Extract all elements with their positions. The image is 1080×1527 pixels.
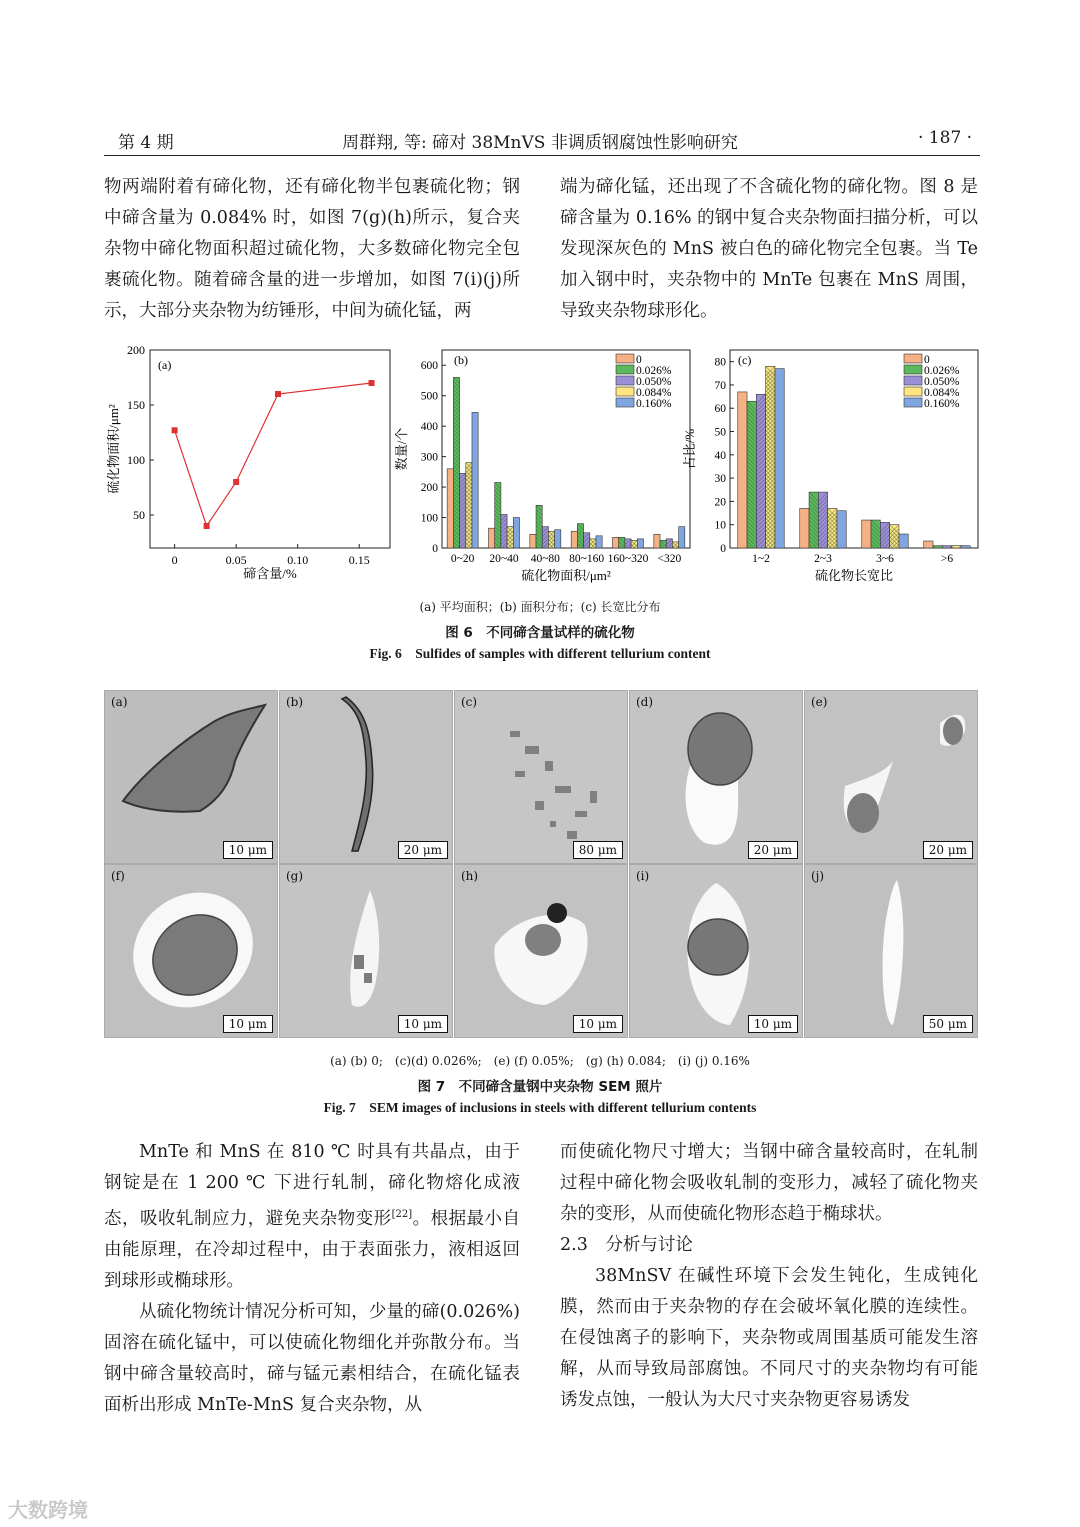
legend-label: 0.084% xyxy=(636,387,672,399)
page-number: · 187 · xyxy=(918,128,973,148)
x-tick-label: 0.05 xyxy=(225,553,247,567)
bar xyxy=(447,469,453,548)
sem-label-a: (a) xyxy=(111,695,128,709)
scale-bar-e: 20 μm xyxy=(923,841,973,859)
sem-panel-f xyxy=(104,864,278,1038)
y-tick-label: 200 xyxy=(127,343,145,357)
chart-c-ylabel: 占比/% xyxy=(682,428,697,470)
y-tick-label: 30 xyxy=(714,473,726,486)
y-tick-label: 0 xyxy=(720,543,726,555)
paragraph-text: 。根据最小自由能原理，在冷却过程中，由于表面张力，液相返回到球形或椭球形。 xyxy=(104,1208,521,1291)
bar xyxy=(530,534,536,548)
y-tick-label: 100 xyxy=(420,512,438,525)
sem-label-e: (e) xyxy=(811,695,828,709)
legend-label: 0 xyxy=(636,354,642,366)
fig6-subcaption: (a) 平均面积；(b) 面积分布；(c) 长宽比分布 xyxy=(419,600,661,614)
paragraph-text: MnTe 和 MnS 在 810 ℃ 时具有共晶点，由于钢锭是在 1 200 ℃ 下进行轧制，碲化物熔化成液态，吸收轧制应力，避免夹杂物变形 xyxy=(104,1142,520,1229)
chart-b-xlabel: 硫化物面积/μm² xyxy=(521,568,611,583)
bar xyxy=(961,546,970,548)
sem-panel-j xyxy=(804,864,978,1038)
bar xyxy=(596,536,602,548)
x-tick-label: <320 xyxy=(657,553,682,565)
legend-label: 0.026% xyxy=(924,365,960,377)
paragraph: 38MnSV 在碱性环境下会发生钝化，生成钝化膜，然而由于夹杂物的存在会破坏氧化膜的连续性。在侵蚀离子的影响下，夹杂物或周围基质可能发生溶解，从而导致局部腐蚀。不同尺寸的夹杂物均有可能诱发点蚀，一般认为大尺寸夹杂物更容易诱发 xyxy=(560,1266,978,1410)
paragraph xyxy=(104,1137,520,1297)
sem-image-f xyxy=(105,865,277,1037)
bar xyxy=(766,366,775,548)
x-tick-label: 1~2 xyxy=(752,553,770,565)
legend-swatch xyxy=(904,398,922,407)
fig6-caption-cn: 图 6 不同碲含量试样的硫化物 xyxy=(445,625,635,641)
paragraph: 从硫化物统计情况分析可知，少量的碲(0.026%)固溶在硫化锰中，可以使硫化物细化并弥散分布。当钢中碲含量较高时，碲与锰元素相结合，在硫化锰表面析出形成 MnTe-MnS 复合夹杂物，从 xyxy=(104,1301,520,1415)
top-right-column xyxy=(560,172,978,327)
y-tick-label: 200 xyxy=(420,482,438,495)
scale-bar-a: 10 μm xyxy=(223,841,273,859)
x-tick-label: 80~160 xyxy=(569,553,605,565)
fig7-caption-cn: 图 7 不同碲含量钢中夹杂物 SEM 照片 xyxy=(417,1079,663,1095)
chart-a-average-area xyxy=(90,340,410,590)
bar xyxy=(738,392,747,548)
legend-swatch xyxy=(904,376,922,385)
bottom-right-column xyxy=(560,1137,978,1416)
chart-a-ylabel: 硫化物面积/μm² xyxy=(106,404,121,494)
citation: [22] xyxy=(391,1209,413,1220)
data-point xyxy=(233,479,239,485)
issue-number: 第 4 期 xyxy=(118,133,174,153)
sem-image-a xyxy=(105,691,277,863)
sem-label-h: (h) xyxy=(461,869,479,883)
legend-swatch xyxy=(904,365,922,374)
watermark: 大数跨境 xyxy=(8,1498,88,1522)
fig7-subcaption: (a) (b) 0; (c)(d) 0.026%; (e) (f) 0.05%; (g) (h) 0.084; (i) (j) 0.16% xyxy=(330,1054,750,1068)
chart-a-xlabel: 碲含量/% xyxy=(243,566,297,581)
chart-c-aspect-ratio xyxy=(682,340,986,590)
x-tick-label: 20~40 xyxy=(489,553,519,565)
legend-label: 0.050% xyxy=(924,376,960,388)
scale-bar-d: 20 μm xyxy=(748,841,798,859)
sem-panel-d xyxy=(629,690,803,864)
sem-image-h xyxy=(455,865,627,1037)
chart-c-xlabel: 硫化物长宽比 xyxy=(814,568,894,583)
legend-swatch xyxy=(904,387,922,396)
scale-bar-j: 50 μm xyxy=(923,1015,973,1033)
x-tick-label: 160~320 xyxy=(607,553,649,565)
sem-panel-b xyxy=(279,690,453,864)
bar xyxy=(654,534,660,548)
y-tick-label: 300 xyxy=(420,451,438,464)
legend-swatch xyxy=(616,354,634,363)
bar xyxy=(862,520,871,548)
sem-image-d xyxy=(630,691,802,863)
sem-image-b xyxy=(280,691,452,863)
sem-label-d: (d) xyxy=(636,695,654,709)
bar xyxy=(489,528,495,548)
sem-image-j xyxy=(805,865,977,1037)
bar xyxy=(548,531,554,548)
bar xyxy=(775,369,784,548)
y-tick-label: 150 xyxy=(127,398,145,412)
top-left-column xyxy=(104,172,520,327)
x-tick-label: 40~80 xyxy=(530,553,560,565)
legend-swatch xyxy=(616,387,634,396)
x-tick-label: 0~20 xyxy=(450,553,475,565)
legend-swatch xyxy=(616,398,634,407)
y-tick-label: 20 xyxy=(714,496,726,509)
x-tick-label: 0.10 xyxy=(287,553,309,567)
fig6-caption-en: Fig. 6 Sulfides of samples with different tellurium content xyxy=(369,646,711,661)
sem-image-c xyxy=(455,691,627,863)
y-tick-label: 600 xyxy=(420,360,438,373)
x-tick-label: 2~3 xyxy=(814,553,832,565)
data-point xyxy=(275,391,281,397)
bar xyxy=(613,537,619,548)
sem-label-c: (c) xyxy=(461,695,478,709)
chart-c-panel-label: (c) xyxy=(738,353,752,367)
legend-label: 0.050% xyxy=(636,376,672,388)
sem-image-i xyxy=(630,865,802,1037)
scale-bar-f: 10 μm xyxy=(223,1015,273,1033)
legend-label: 0.026% xyxy=(636,365,672,377)
x-tick-label: 0 xyxy=(171,553,178,567)
sem-label-g: (g) xyxy=(286,869,304,883)
sem-panel-e xyxy=(804,690,978,864)
sem-image-e xyxy=(805,691,977,863)
chart-b-panel-label: (b) xyxy=(454,353,468,367)
fig7-caption-en: Fig. 7 SEM images of inclusions in steels with different tellurium contents xyxy=(323,1100,757,1115)
bar xyxy=(837,511,846,548)
y-tick-label: 60 xyxy=(714,403,726,416)
sem-panel-i xyxy=(629,864,803,1038)
legend-swatch xyxy=(904,354,922,363)
paragraph: 而使硫化物尺寸增大；当钢中碲含量较高时，在轧制过程中碲化物会吸收轧制的变形力，减轻了硫化物夹杂的变形，从而使硫化物形态趋于椭球状。 xyxy=(560,1142,978,1224)
sem-label-f: (f) xyxy=(111,869,125,883)
y-tick-label: 100 xyxy=(127,453,145,467)
x-tick-label: >6 xyxy=(940,553,954,565)
legend-label: 0.084% xyxy=(924,387,960,399)
scale-bar-h: 10 μm xyxy=(573,1015,623,1033)
y-tick-label: 80 xyxy=(714,356,726,369)
sem-label-i: (i) xyxy=(636,869,650,883)
chart-b-ylabel: 数量/个 xyxy=(394,427,409,471)
bar xyxy=(571,531,577,548)
legend-label: 0.160% xyxy=(636,398,672,410)
chart-a-panel-label: (a) xyxy=(158,358,172,372)
x-tick-label: 3~6 xyxy=(876,553,894,565)
bar xyxy=(637,539,643,548)
chart-b-area-distribution xyxy=(394,340,694,590)
y-tick-label: 400 xyxy=(420,421,438,434)
data-point xyxy=(172,427,178,433)
bar xyxy=(513,518,519,548)
legend-swatch xyxy=(616,365,634,374)
chart-a-frame xyxy=(150,350,390,548)
bar xyxy=(679,527,685,548)
series-line xyxy=(175,383,372,526)
legend-swatch xyxy=(616,376,634,385)
sem-panel-c xyxy=(454,690,628,864)
data-point xyxy=(369,380,375,386)
bar xyxy=(899,534,908,548)
y-tick-label: 50 xyxy=(133,508,145,522)
y-tick-label: 500 xyxy=(420,390,438,403)
scale-bar-i: 10 μm xyxy=(748,1015,798,1033)
bar xyxy=(555,530,561,548)
y-tick-label: 50 xyxy=(714,426,726,439)
sem-panel-h xyxy=(454,864,628,1038)
x-tick-label: 0.15 xyxy=(348,553,370,567)
sem-label-j: (j) xyxy=(811,869,825,883)
y-tick-label: 10 xyxy=(714,519,726,532)
bar xyxy=(472,412,478,548)
bottom-left-column xyxy=(104,1137,520,1421)
bar xyxy=(800,508,809,548)
scale-bar-c: 80 μm xyxy=(573,841,623,859)
running-title: 周群翔, 等: 碲对 38MnVS 非调质钢腐蚀性影响研究 xyxy=(342,133,738,153)
section-heading: 2.3 分析与讨论 xyxy=(560,1235,693,1255)
sem-panel-a xyxy=(104,690,278,864)
scale-bar-b: 20 μm xyxy=(398,841,448,859)
y-tick-label: 0 xyxy=(432,543,438,555)
bar xyxy=(924,541,933,548)
paragraph: 端为碲化锰，还出现了不含硫化物的碲化物。图 8 是碲含量为 0.16% 的钢中复合夹杂物面扫描分析，可以发现深灰色的 MnS 被白色的碲化物完全包裹。当 Te 加入钢中时，夹杂物中的 MnTe 包裹在 MnS 周围，导致夹杂物球形化。 xyxy=(560,177,978,321)
legend-label: 0 xyxy=(924,354,930,366)
header-rule xyxy=(104,155,980,156)
y-tick-label: 40 xyxy=(714,449,726,462)
sem-panel-g xyxy=(279,864,453,1038)
scale-bar-g: 10 μm xyxy=(398,1015,448,1033)
paragraph: 物两端附着有碲化物，还有碲化物半包裹硫化物；钢中碲含量为 0.084% 时，如图 7(g)(h)所示，复合夹杂物中碲化物面积超过硫化物，大多数碲化物完全包裹硫化物。随着碲含量的进一步增加，如图 7(i)(j)所示，大部分夹杂物为纺锤形，中间为硫化锰，两 xyxy=(104,177,520,321)
data-point xyxy=(204,523,210,529)
sem-image-g xyxy=(280,865,452,1037)
y-tick-label: 70 xyxy=(714,379,726,392)
sem-label-b: (b) xyxy=(286,695,304,709)
legend-label: 0.160% xyxy=(924,398,960,410)
